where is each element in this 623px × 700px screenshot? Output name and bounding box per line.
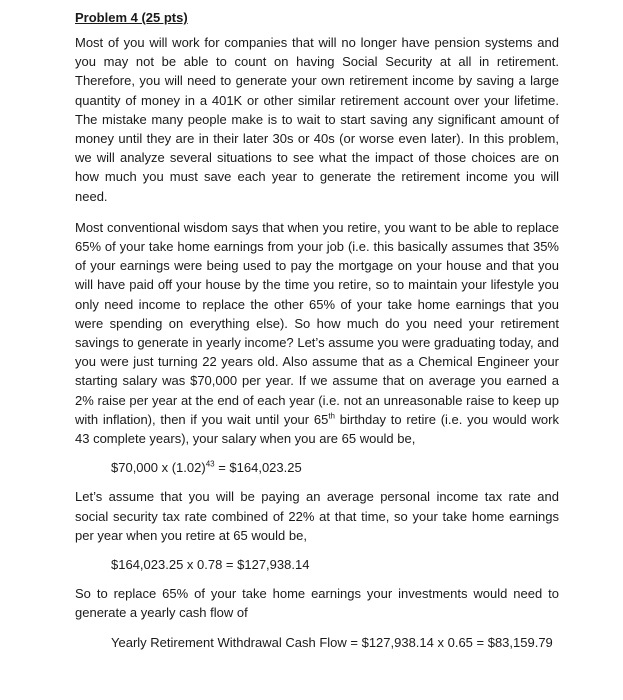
intro-paragraph: Most of you will work for companies that will no longer have pension systems and you may not be able to count on having Social Security at all in retirement. Therefore, you will need to generate your own retirement income by saving a large quantity of money in a 401K or other similar retirement account over your lifetime. The mistake many people make is to wait to start saving any significant amount of money until they are in their later 30s or 40s (or worse even later). In this problem, we will analyze several situations to see what the impact of those choices are on how much you must save each year to generate the retirement income you will need. xyxy=(75,35,559,204)
tax-paragraph: Let’s assume that you will be paying an average personal income tax rate and social security tax rate combined of 22% at that time, so your take home earnings per year when you retire at 65 would be, xyxy=(75,489,559,543)
salary-equation-result: = $164,023.25 xyxy=(214,460,302,476)
problem-title: Problem 4 (25 pts) xyxy=(75,10,188,25)
cash-flow-equation: Yearly Retirement Withdrawal Cash Flow = $127,938.14 x 0.65 = $83,159.79 xyxy=(111,634,553,650)
salary-equation-base: $70,000 x (1.02) xyxy=(111,460,206,476)
problem-document xyxy=(75,8,559,652)
salary-paragraph-text: Most conventional wisdom says that when you retire, you want to be able to replace 65% of your take home earnings from your job (i.e. this basically assumes that 35% of your earnings were being used to pay the mortgage on your house and that you will have paid off your house by the time you retire, so to maintain your lifestyle you only need income to replace the other 65% of your take home earnings that you were spending on everything else). So how much do you need your retirement savings to generate in yearly income? Let’s assume you were graduating today, and you were just turning 22 years old. Also assume that as a Chemical Engineer your starting salary was $70,000 per year. If we assume that on average you earned a 2% raise per year at the end of each year (i.e. not an unreasonable raise to keep up with inflation), then if you wait until your 65 xyxy=(75,219,559,427)
salary-paragraph xyxy=(75,218,559,448)
ordinal-suffix: th xyxy=(328,411,335,421)
salary-paragraph-end: birthday to retire (i.e. you would work 43 complete years), your salary when you are 65 would be, xyxy=(75,411,559,447)
take-home-equation: $164,023.25 x 0.78 = $127,938.14 xyxy=(111,557,310,573)
salary-equation-exponent: 43 xyxy=(205,459,215,469)
cash-flow-paragraph: So to replace 65% of your take home earnings your investments would need to generate a yearly cash flow of xyxy=(75,586,559,621)
salary-equation xyxy=(75,458,559,477)
